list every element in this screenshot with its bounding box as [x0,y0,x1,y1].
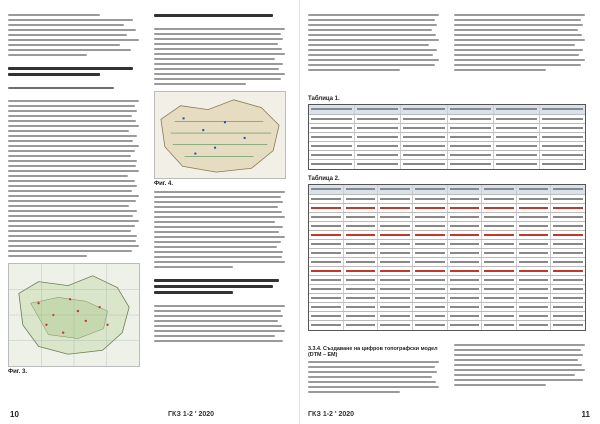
text-block [454,14,586,71]
figure-4-caption: Фиг. 4. [154,181,174,187]
text-block [308,361,440,393]
page-number-right: 11 [581,410,590,419]
right-page-column-1 [308,14,440,71]
left-page-column-2 [154,14,286,342]
right-page-column-2 [454,14,586,71]
table-1-block [308,94,586,170]
page-number-left: 10 [10,410,19,419]
page-right [300,0,600,424]
figure-3-map [8,263,140,367]
table-2-caption: Таблица 2. [308,176,340,182]
text-block [8,14,140,257]
text-block [454,344,586,386]
figure-3-caption: Фиг. 3. [8,369,28,375]
left-page-column-1 [8,14,140,377]
figure-4-map [154,91,286,179]
text-block [308,14,440,71]
journal-footer-left: ГКЗ 1-2 ' 2020 [168,411,215,418]
table-1 [308,104,586,170]
text-block [154,191,286,342]
text-block [154,14,286,85]
right-page-bottom-column-1 [308,344,440,393]
section-334-heading: 3.3.4. Създаване на цифров топографски модел (DTM – ЕМ) [308,346,438,359]
right-page-bottom-column-2 [454,344,586,386]
journal-footer-right: ГКЗ 1-2 ' 2020 [308,411,355,418]
table-2-block [308,174,586,331]
table-2 [308,184,586,331]
table-1-caption: Таблица 1. [308,96,340,102]
